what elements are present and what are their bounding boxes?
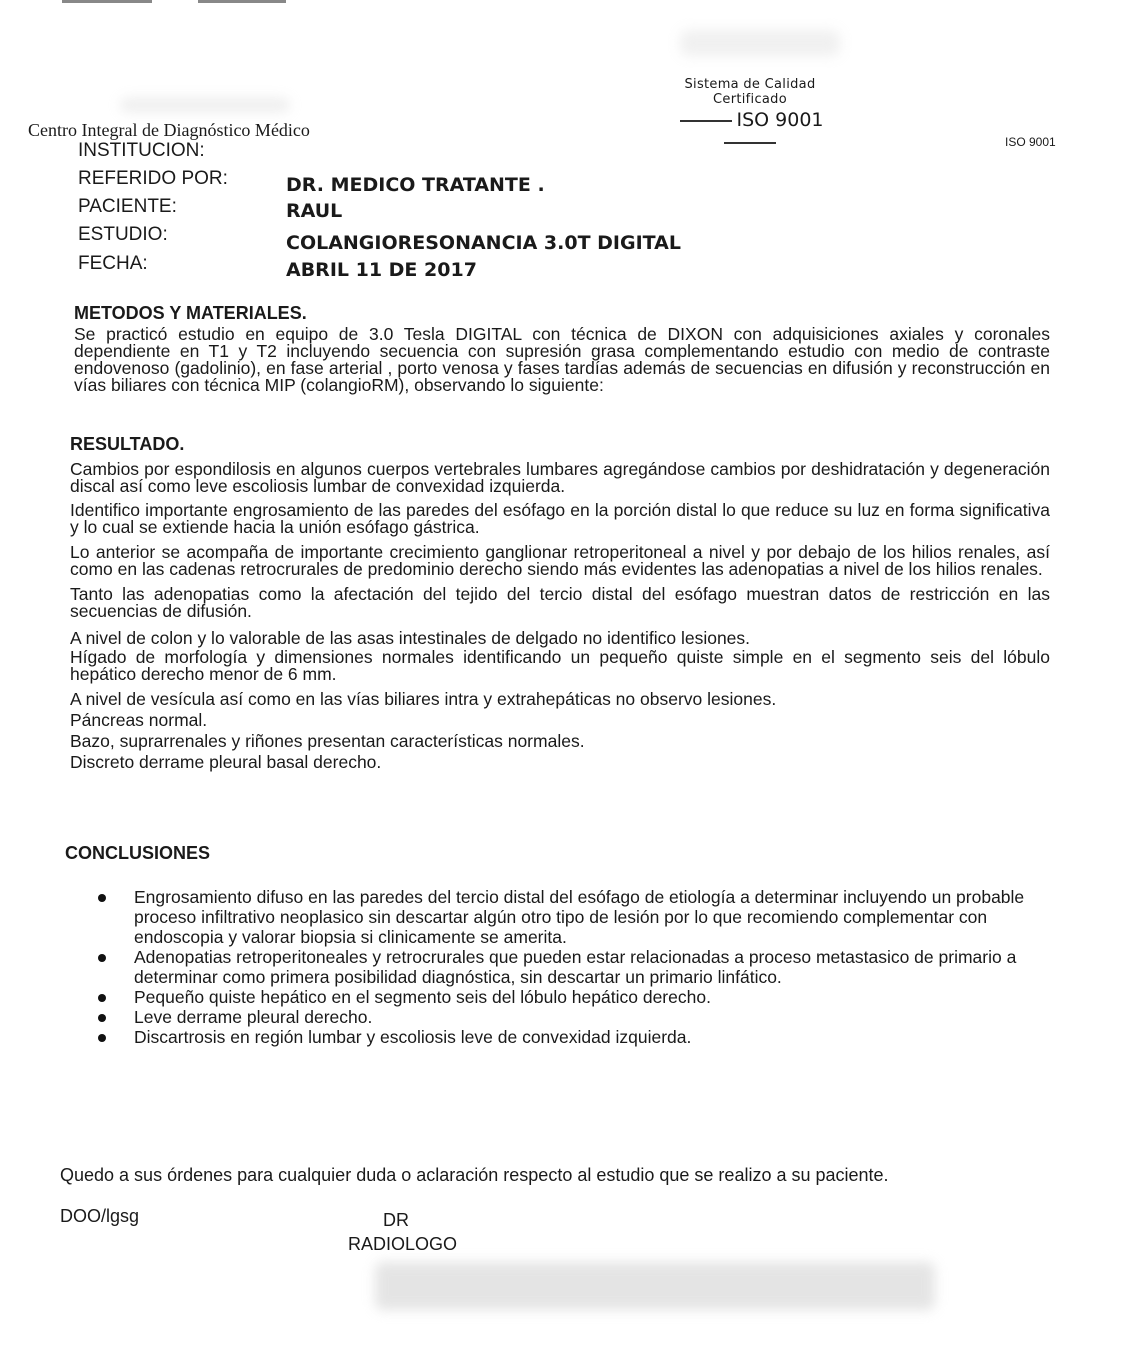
result-paragraph: Identifico importante engrosamiento de las paredes del esófago en la porción distal lo que reduce su luz en forma significativa y lo cual se extiende hacia la unión esófago gástrica. xyxy=(70,500,1050,537)
scan-artifact-top-center xyxy=(198,0,286,3)
center-name: Centro Integral de Diagnóstico Médico xyxy=(28,120,310,140)
signer-title: DR xyxy=(383,1210,409,1230)
study-value: COLANGIORESONANCIA 3.0T DIGITAL xyxy=(286,232,681,254)
conclusion-item xyxy=(96,1007,1046,1027)
iso-dash-left xyxy=(680,120,732,122)
iso-badge-text: ISO 9001 xyxy=(736,109,824,131)
signer-block xyxy=(348,1208,457,1256)
result-paragraph: Cambios por espondilosis en algunos cuerpos vertebrales lumbares agregándose cambios por deshidratación y degeneración discal así como leve escoliosis lumbar de convexidad izquierda. xyxy=(70,459,1050,496)
scan-smudge-header xyxy=(120,98,290,112)
institution-label: INSTITUCION: xyxy=(78,140,205,161)
conclusions-heading: CONCLUSIONES xyxy=(65,843,211,863)
scan-artifact-top-left xyxy=(62,0,152,3)
bullet-icon xyxy=(98,994,106,1002)
methods-heading: METODOS Y MATERIALES. xyxy=(74,303,307,323)
conclusion-item xyxy=(96,987,1046,1007)
result-paragraph: Hígado de morfología y dimensiones normales identificando un pequeño quiste simple en el segmento seis del lóbulo hepático derecho menor de 6 mm. xyxy=(70,647,1050,684)
results-heading: RESULTADO. xyxy=(70,434,185,454)
conclusion-item xyxy=(96,1027,1046,1047)
closing-text: Quedo a sus órdenes para cualquier duda o aclaración respecto al estudio que se realizo a su paciente. xyxy=(60,1165,889,1185)
conclusion-item xyxy=(96,887,1046,947)
methods-text: Se practicó estudio en equipo de 3.0 Tesla DIGITAL con técnica de DIXON con adquisiciones axiales y coronales dependiente en T1 y T2 incluyendo secuencia con supresión grasa complementando estudio con medio de contraste endovenoso (gadolinio), en fase arterial , porto venosa y fases tardías además de secuencias en difusión y reconstrucción en vías biliares con técnica MIP (colangioRM), observando lo siguiente: xyxy=(74,324,1050,395)
quality-system-text: Sistema de Calidad Certificado xyxy=(684,77,816,107)
bullet-icon xyxy=(98,1014,106,1022)
scan-smudge-bottom xyxy=(375,1262,935,1310)
study-label: ESTUDIO: xyxy=(78,224,168,245)
patient-value: RAUL xyxy=(286,200,343,222)
conclusion-item xyxy=(96,947,1046,987)
patient-label: PACIENTE: xyxy=(78,196,177,217)
iso-badge xyxy=(650,109,850,153)
result-paragraph: Bazo, suprarrenales y riñones presentan características normales. xyxy=(70,731,585,751)
result-paragraph: Tanto las adenopatias como la afectación del tejido del tercio distal del esófago muestran datos de restricción en las secuencias de difusión. xyxy=(70,584,1050,621)
iso-right-label: ISO 9001 xyxy=(1005,135,1056,149)
conclusion-text: Leve derrame pleural derecho. xyxy=(134,1007,373,1027)
conclusions-list xyxy=(96,887,1046,1047)
date-label: FECHA: xyxy=(78,253,148,274)
iso-dash-right xyxy=(724,142,776,144)
result-paragraph: Lo anterior se acompaña de importante crecimiento ganglionar retroperitoneal a nivel y por debajo de los hilios renales, así como en las cadenas retrocrurales de predominio derecho siendo más evidentes las adenopatias a nivel de los hilios renales. xyxy=(70,542,1050,579)
date-value: ABRIL 11 DE 2017 xyxy=(286,259,477,281)
bullet-icon xyxy=(98,954,106,962)
methods-section xyxy=(74,303,1050,394)
result-paragraph: Discreto derrame pleural basal derecho. xyxy=(70,752,382,772)
conclusion-text: Pequeño quiste hepático en el segmento seis del lóbulo hepático derecho. xyxy=(134,987,711,1007)
results-section xyxy=(70,434,1050,773)
result-paragraph: A nivel de colon y lo valorable de las asas intestinales de delgado no identifico lesiones. xyxy=(70,628,751,648)
referred-label: REFERIDO POR: xyxy=(78,168,228,189)
referred-value: DR. MEDICO TRATANTE . xyxy=(286,174,545,196)
quality-certification xyxy=(650,77,850,153)
conclusions-section xyxy=(65,843,1045,864)
conclusion-text: Engrosamiento difuso en las paredes del tercio distal del esófago de etiología a determinar incluyendo un probable proceso infiltrativo neoplasico sin descartar algún otro tipo de lesión por lo que recomiendo complementar con endoscopia y valorar biopsia si clinicamente se amerita. xyxy=(134,887,1025,947)
conclusion-text: Adenopatias retroperitoneales y retrocrurales que pueden estar relacionadas a proceso metastasico de primario a determinar como primera posibilidad diagnóstica, sin descartar un primario linfático. xyxy=(134,947,1017,987)
conclusion-text: Discartrosis en región lumbar y escoliosis leve de convexidad izquierda. xyxy=(134,1027,692,1047)
result-paragraph: Páncreas normal. xyxy=(70,710,208,730)
bullet-icon xyxy=(98,894,106,902)
scan-signature-smudge xyxy=(680,30,840,56)
signer-role: RADIOLOGO xyxy=(348,1234,458,1254)
result-paragraph: A nivel de vesícula así como en las vías biliares intra y extrahepáticas no observo lesiones. xyxy=(70,689,777,709)
bullet-icon xyxy=(98,1034,106,1042)
author-initials: DOO/lgsg xyxy=(60,1206,140,1226)
